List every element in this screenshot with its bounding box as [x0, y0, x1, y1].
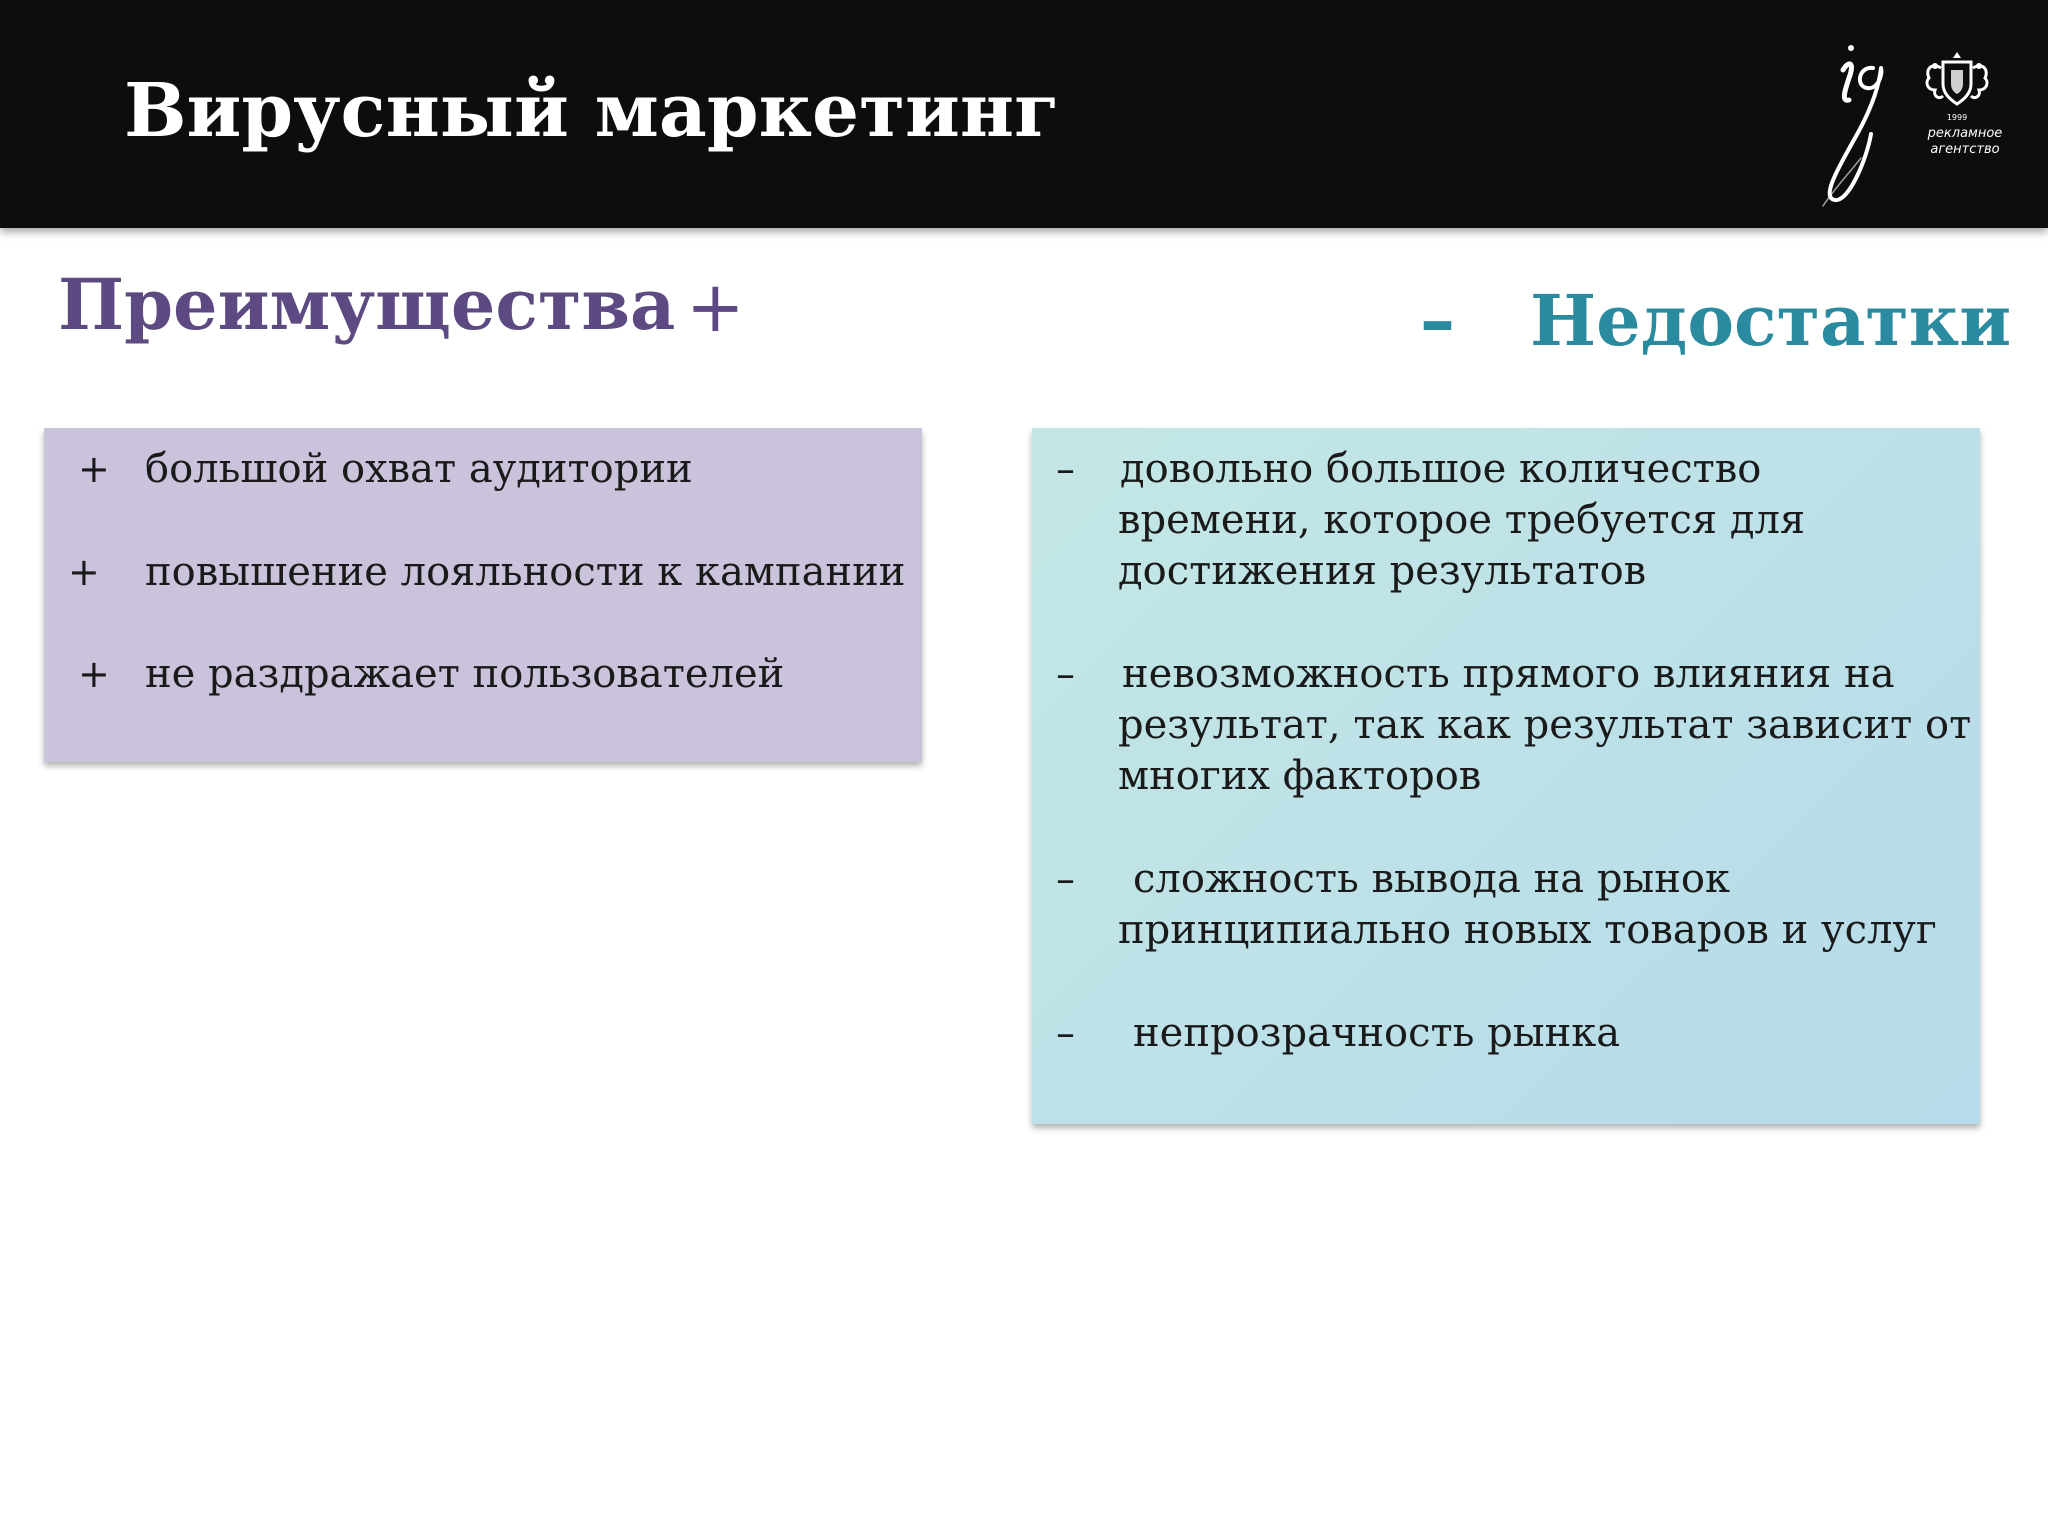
pros-list-item	[44, 649, 922, 700]
cons-list-item	[1032, 1008, 1980, 1059]
plus-icon: +	[78, 652, 110, 696]
minus-icon: –	[1420, 280, 1455, 362]
cons-item-text: многих факторов	[1118, 753, 1482, 799]
pros-item-text: не раздражает пользователей	[145, 651, 785, 697]
dash-icon: –	[1056, 857, 1075, 901]
cons-list-item	[1032, 649, 1980, 802]
plus-icon: +	[78, 447, 110, 491]
pros-heading: Преимущества	[58, 263, 676, 346]
cons-heading: Недостатки	[1530, 279, 2012, 362]
cons-item-text: времени, которое требуется для	[1118, 497, 1806, 543]
logo-year: 1999	[1946, 113, 1968, 122]
logo-caption-line: агентство	[1930, 142, 2000, 157]
crest-icon	[1921, 48, 1993, 108]
cons-item-text: непрозрачность рынка	[1133, 1010, 1621, 1056]
pros-item-text: большой охват аудитории	[145, 446, 693, 492]
cons-item-text: результат, так как результат зависит от	[1118, 702, 1972, 748]
dash-icon: –	[1056, 1011, 1075, 1055]
plus-icon: +	[68, 550, 100, 594]
pros-item-text: повышение лояльности к кампании	[145, 549, 906, 595]
cons-item-text: довольно большое количество	[1120, 446, 1762, 492]
agency-logo	[1815, 38, 2025, 228]
cons-list-item	[1032, 444, 1980, 597]
pros-list-item	[44, 444, 922, 495]
cons-item-text: невозможность прямого влияния на	[1122, 651, 1895, 697]
pros-panel	[44, 428, 922, 762]
plus-icon: +	[686, 266, 745, 348]
cons-item-text: достижения результатов	[1118, 548, 1647, 594]
pros-list-item	[44, 547, 922, 598]
cons-panel	[1032, 428, 1980, 1124]
logo-caption-line: рекламное	[1927, 126, 2003, 141]
logo-caption	[1917, 126, 2013, 158]
page-title: Вирусный маркетинг	[124, 68, 1060, 154]
cons-item-text: принципиально новых товаров и услуг	[1118, 907, 1937, 953]
ig-script-logo-icon	[1815, 38, 1915, 208]
header-bar	[0, 0, 2048, 228]
cons-list-item	[1032, 854, 1980, 956]
cons-item-text: сложность вывода на рынок	[1133, 856, 1731, 902]
dash-icon: –	[1056, 447, 1075, 491]
dash-icon: –	[1056, 652, 1075, 696]
